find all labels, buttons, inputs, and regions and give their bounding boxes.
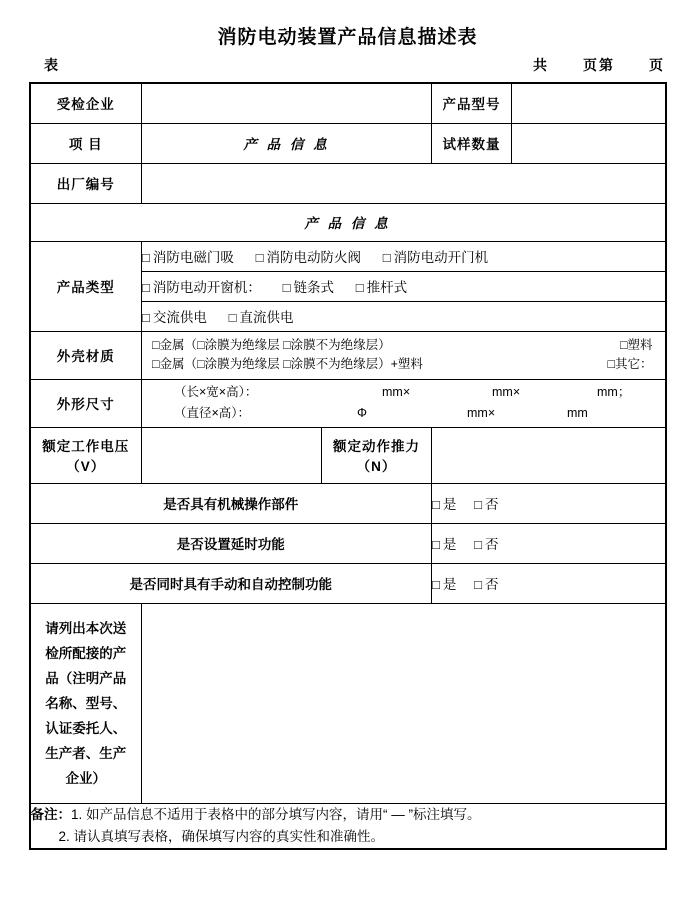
dimension-label: 外形尺寸 [30, 379, 142, 427]
connected-products-value[interactable] [142, 603, 666, 803]
shell-material-other-option[interactable]: □其它： [607, 357, 653, 371]
connected-products-label-line-5: 认证委托人、 [45, 720, 127, 736]
serial-value[interactable] [142, 163, 666, 203]
checkbox-option-electromagnetic-door-holder[interactable]: □ 消防电磁门吸 [142, 246, 234, 266]
product-type-label: 产品类型 [30, 241, 142, 331]
shell-material-plastic-option[interactable]: □塑料 [619, 338, 653, 352]
model-value[interactable] [512, 83, 666, 123]
rated-voltage-label [30, 427, 142, 483]
product-type-options-row2 [142, 271, 666, 301]
product-info-header: 产 品 信 息 [30, 203, 666, 241]
rated-thrust-label-line1: 额定动作推力 [333, 439, 420, 454]
dimension-lwh-prefix: （长×宽×高）： [174, 385, 258, 399]
table-row [30, 241, 666, 271]
footer-note-line-2: 2. 请认真填写表格，确保填写内容的真实性和准确性。 [58, 828, 385, 844]
checkbox-option-chain-type[interactable]: □ 链条式 [283, 276, 334, 296]
shell-material-metal-plastic-option[interactable]: □金属（□涂膜为绝缘层 □涂膜不为绝缘层）+塑料 [152, 357, 423, 371]
footer-note-text-1: 1. 如产品信息不适用于表格中的部分填写内容，请用“ — ”标注填写。 [71, 806, 481, 822]
checkbox-no-delay-function[interactable]: □ 否 [474, 533, 498, 553]
subheader-left-label: 表 [44, 57, 58, 73]
dimension-dh-phi: Φ [357, 406, 367, 420]
checkbox-option-door-opener[interactable]: □ 消防电动开门机 [383, 246, 488, 266]
connected-products-label-line-6: 生产者、生产 [45, 745, 127, 761]
company-label: 受检企业 [30, 83, 142, 123]
sample-count-value[interactable] [512, 123, 666, 163]
table-row [30, 603, 666, 803]
dimension-lwh-unit-3: mm； [597, 385, 631, 399]
rated-thrust-label-line2: （N） [356, 459, 397, 474]
table-row [30, 427, 666, 483]
page-number-label: 页第 [583, 57, 615, 73]
item-value: 产 品 信 息 [142, 123, 432, 163]
connected-products-label-line-2: 检所配接的产 [45, 645, 127, 661]
question-manual-auto-control-label: 是否同时具有手动和自动控制功能 [30, 563, 432, 603]
connected-products-label-line-3: 品（注明产品 [45, 670, 127, 686]
product-type-options-row1 [142, 241, 666, 271]
checkbox-no-manual-auto-control[interactable]: □ 否 [474, 573, 498, 593]
connected-products-label-line-1: 请列出本次送 [45, 620, 127, 636]
product-type-options-row3 [142, 301, 666, 331]
company-value[interactable] [142, 83, 432, 123]
checkbox-option-window-opener[interactable]: □ 消防电动开窗机： [142, 276, 261, 296]
document-page [0, 22, 695, 920]
shell-material-options [142, 331, 666, 379]
table-row [30, 331, 666, 379]
checkbox-yes-mechanical-parts[interactable]: □ 是 [432, 493, 456, 513]
checkbox-option-fire-damper[interactable]: □ 消防电动防火阀 [256, 246, 361, 266]
table-row [30, 523, 666, 563]
connected-products-label-line-7: 企业） [65, 770, 106, 786]
table-row [30, 379, 666, 427]
checkbox-no-mechanical-parts[interactable]: □ 否 [474, 493, 498, 513]
footer-note-line-1 [31, 804, 665, 826]
connected-products-label [30, 603, 142, 803]
dimension-dh-unit-1: mm× [467, 406, 496, 420]
rated-voltage-label-line2: （V） [66, 459, 106, 474]
sample-count-label: 试样数量 [432, 123, 512, 163]
shell-material-label: 外壳材质 [30, 331, 142, 379]
dimension-line-dh[interactable] [142, 403, 665, 424]
serial-label: 出厂编号 [30, 163, 142, 203]
total-pages-label: 共 [533, 57, 549, 73]
product-info-table [29, 82, 667, 850]
dimension-values[interactable] [142, 379, 666, 427]
dimension-lwh-unit-2: mm× [492, 385, 521, 399]
table-row [30, 163, 666, 203]
dimension-lwh-unit-1: mm× [382, 385, 411, 399]
table-row [30, 563, 666, 603]
table-row [30, 483, 666, 523]
shell-material-line-1[interactable] [142, 336, 665, 355]
checkbox-option-dc-power[interactable]: □ 直流供电 [229, 306, 294, 326]
question-delay-function-answer [432, 523, 666, 563]
checkbox-option-ac-power[interactable]: □ 交流供电 [142, 306, 207, 326]
question-manual-auto-control-answer [432, 563, 666, 603]
question-mechanical-parts-answer [432, 483, 666, 523]
checkbox-yes-delay-function[interactable]: □ 是 [432, 533, 456, 553]
connected-products-label-line-4: 名称、型号、 [45, 695, 127, 711]
checkbox-option-push-rod-type[interactable]: □ 推杆式 [356, 276, 407, 296]
shell-material-line-2[interactable] [142, 355, 665, 374]
dimension-dh-prefix: （直径×高）： [174, 406, 251, 420]
rated-thrust-label [322, 427, 432, 483]
question-delay-function-label: 是否设置延时功能 [30, 523, 432, 563]
table-row [30, 803, 666, 849]
dimension-dh-unit-2: mm [567, 406, 588, 420]
rated-voltage-label-line1: 额定工作电压 [42, 439, 130, 454]
shell-material-metal-option[interactable]: □金属（□涂膜为绝缘层 □涂膜不为绝缘层） [152, 338, 391, 352]
subheader [0, 55, 695, 75]
table-row [30, 83, 666, 123]
model-label: 产品型号 [432, 83, 512, 123]
table-row [30, 123, 666, 163]
page-title: 消防电动装置产品信息描述表 [217, 27, 478, 48]
footer-note-label: 备注： [30, 806, 71, 822]
dimension-line-lwh[interactable] [142, 382, 665, 403]
item-label: 项 目 [30, 123, 142, 163]
table-row [30, 203, 666, 241]
subheader-page-info [533, 55, 665, 75]
checkbox-yes-manual-auto-control[interactable]: □ 是 [432, 573, 456, 593]
page-unit-label: 页 [649, 57, 665, 73]
footer-notes [30, 803, 666, 849]
rated-thrust-value[interactable] [432, 427, 666, 483]
question-mechanical-parts-label: 是否具有机械操作部件 [30, 483, 432, 523]
rated-voltage-value[interactable] [142, 427, 322, 483]
